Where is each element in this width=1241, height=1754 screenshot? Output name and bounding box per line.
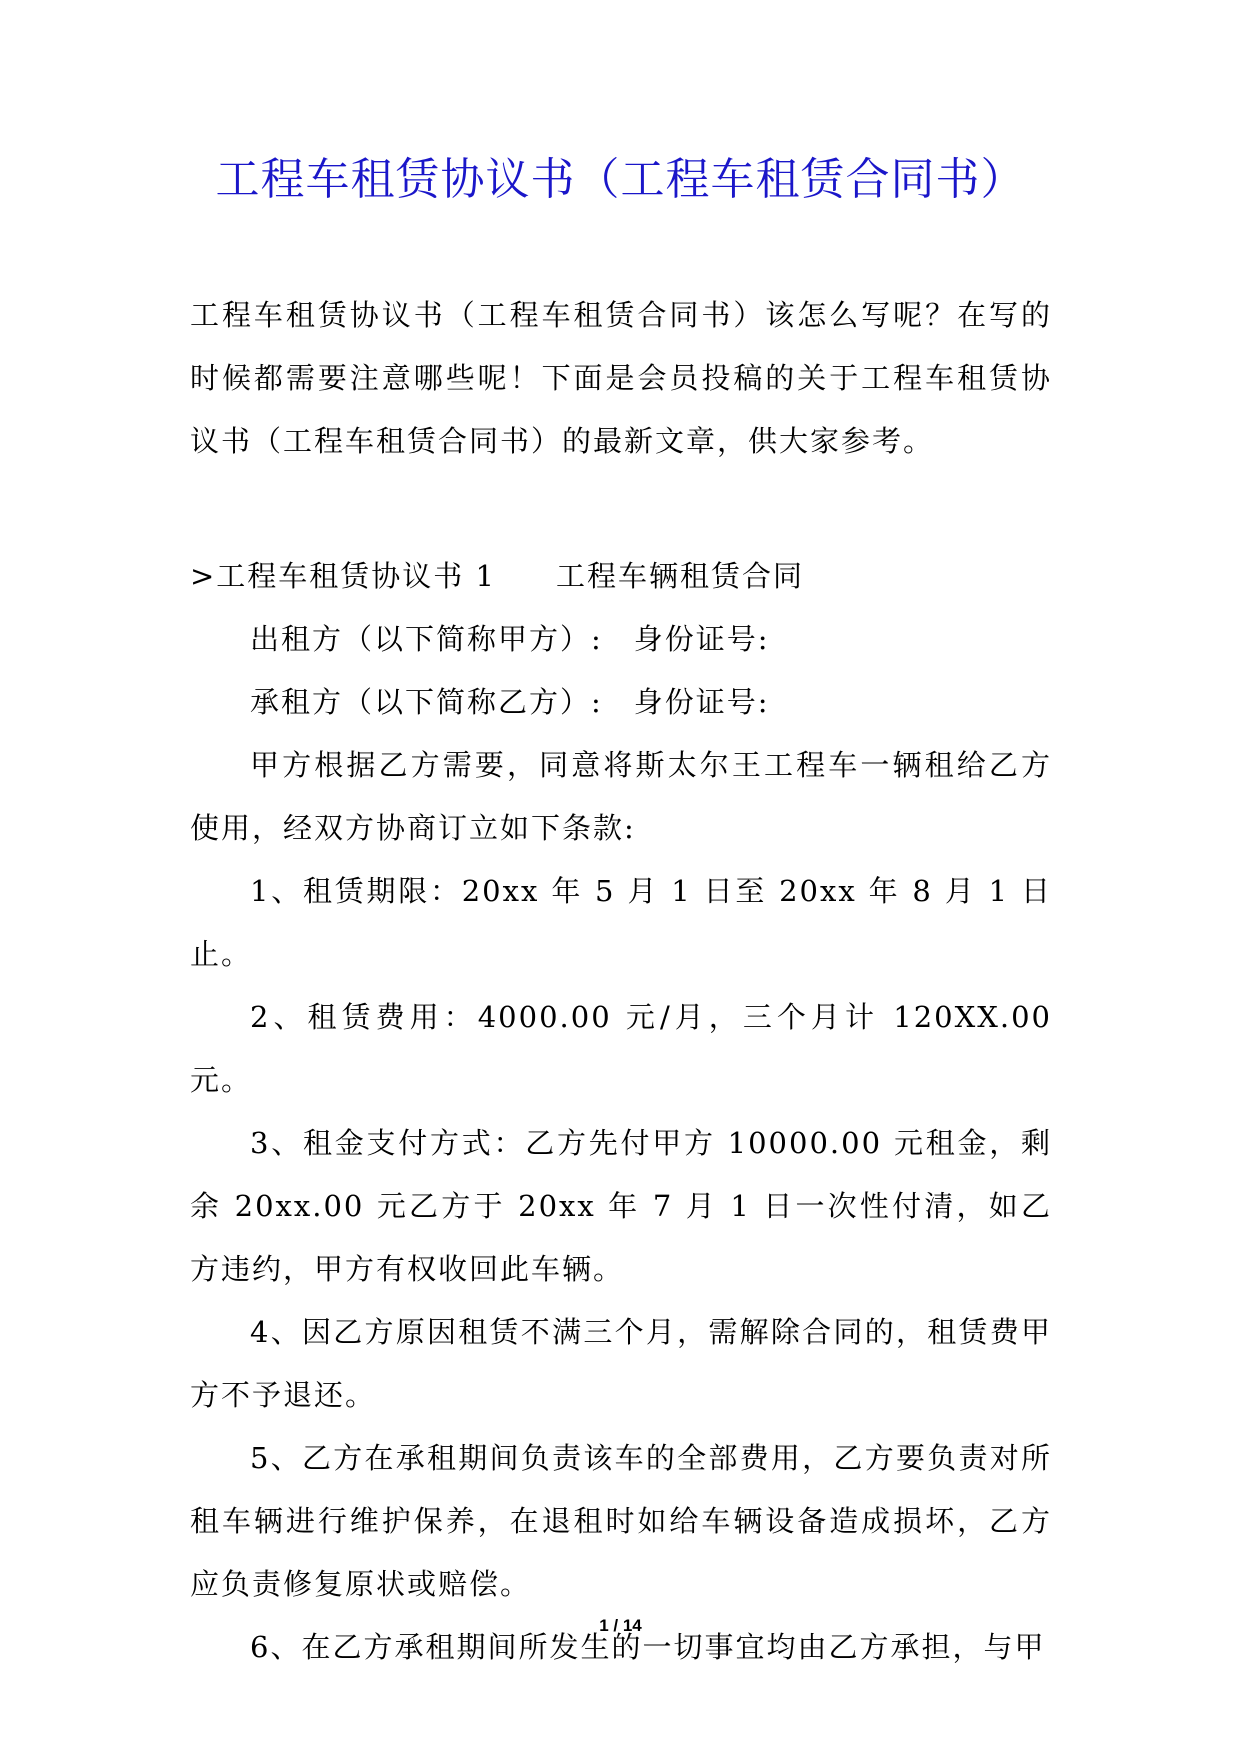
contract-title: 工程车辆租赁合同 <box>555 559 804 593</box>
document-title: 工程车租赁协议书（工程车租赁合同书） <box>215 154 1026 205</box>
clause-4: 4、因乙方原因租赁不满三个月，需解除合同的，租赁费甲方不予退还。 <box>190 1315 1052 1412</box>
clause-6: 6、在乙方承租期间所发生的一切事宜均由乙方承担，与甲 <box>250 1630 1046 1664</box>
clause-3: 3、租金支付方式：乙方先付甲方 10000.00 元租金，剩余 20xx.00 元乙方于 20xx 年 7 月 1 日一次性付清，如乙方违约，甲方有权收回此车辆。 <box>190 1126 1052 1286</box>
document-body <box>190 284 1052 1679</box>
clause-5: 5、乙方在承租期间负责该车的全部费用，乙方要负责对所租车辆进行维护保养，在退租时如给车辆设备造成损坏，乙方应负责修复原状或赔偿。 <box>190 1441 1052 1601</box>
clause-1: 1、租赁期限：20xx 年 5 月 1 日至 20xx 年 8 月 1 日止。 <box>190 874 1052 971</box>
paragraph-lessor: 出租方（以下简称甲方）: 身份证号: <box>250 622 770 656</box>
section-heading-line <box>190 545 1052 608</box>
paragraph-agreement: 甲方根据乙方需要，同意将斯太尔王工程车一辆租给乙方使用，经双方协商订立如下条款: <box>190 748 1052 845</box>
page-number: 1 / 14 <box>599 1616 642 1635</box>
clause-2: 2、租赁费用：4000.00 元/月，三个月计 120XX.00 元。 <box>190 1000 1052 1097</box>
spacer <box>190 473 1052 545</box>
section-heading: >工程车租赁协议书 1 <box>190 559 496 593</box>
intro-paragraph: 工程车租赁协议书（工程车租赁合同书）该怎么写呢？在写的时候都需要注意哪些呢！下面是会员投稿的关于工程车租赁协议书（工程车租赁合同书）的最新文章，供大家参考。 <box>190 298 1052 458</box>
paragraph-lessee: 承租方（以下简称乙方）: 身份证号: <box>250 685 770 719</box>
